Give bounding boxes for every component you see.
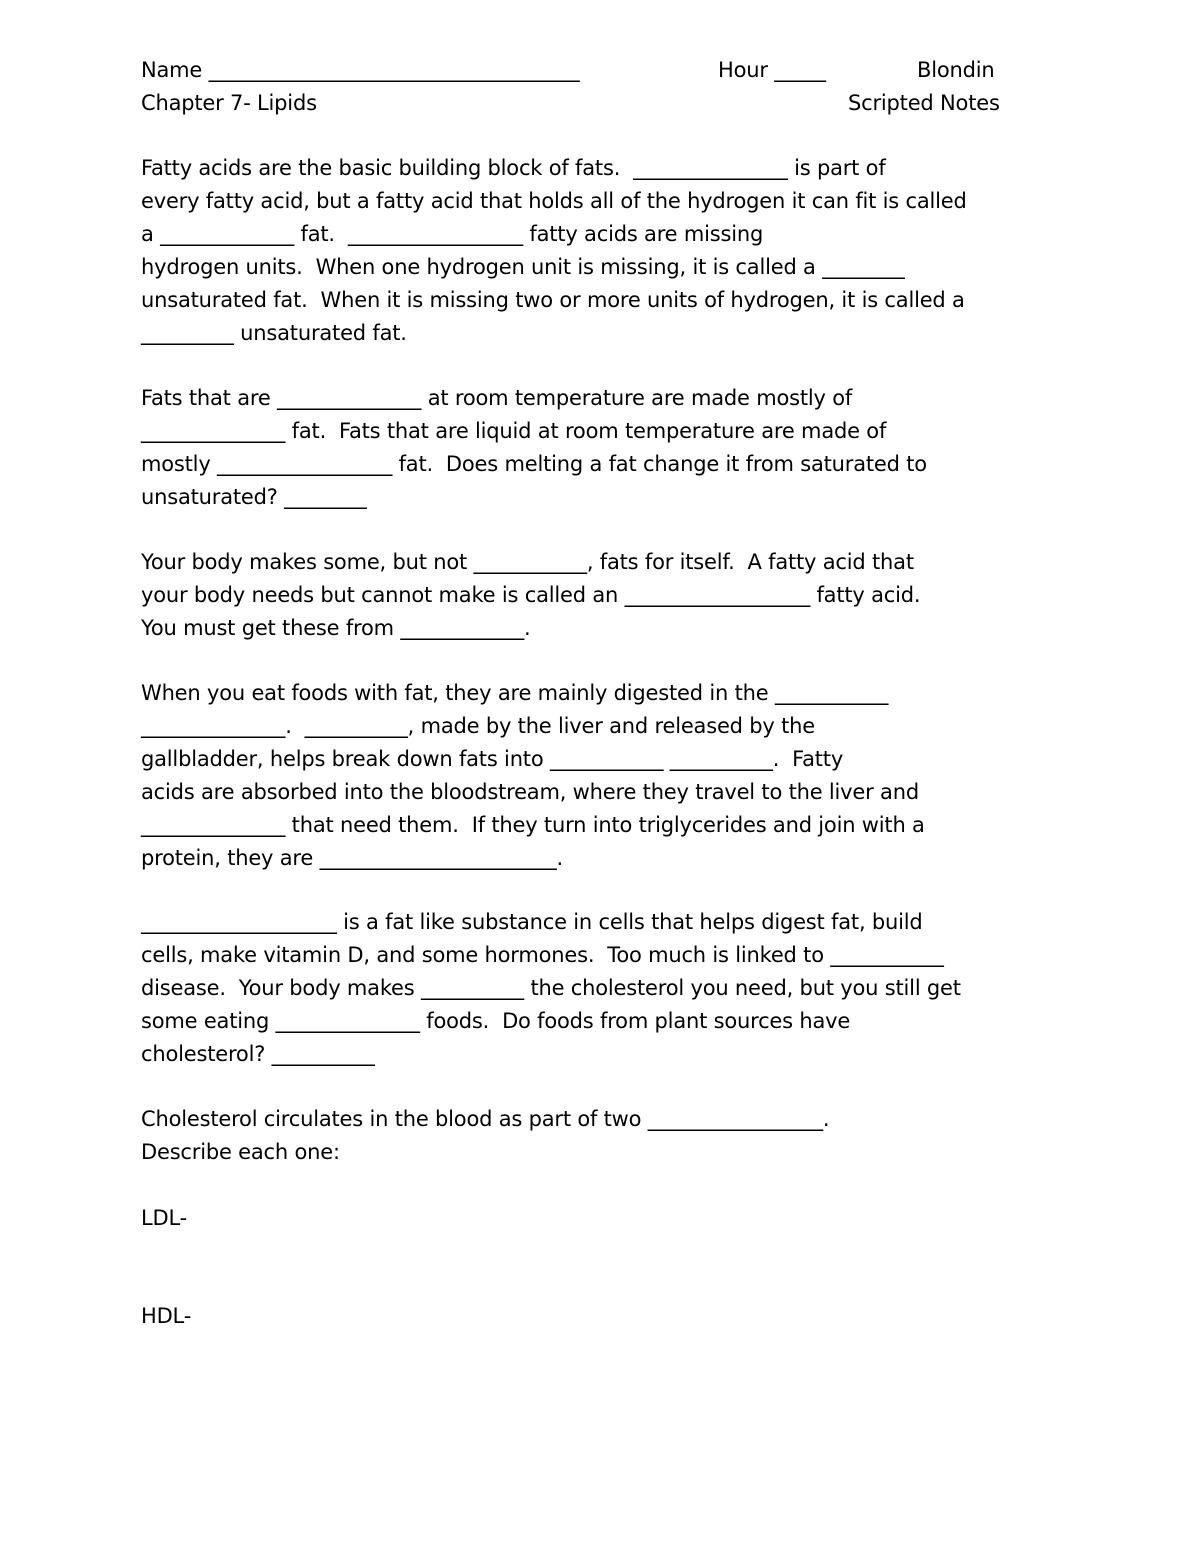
text-line: gallbladder, helps break down fats into ___________ __________. Fatty xyxy=(141,747,844,771)
text-line: _________ unsaturated fat. xyxy=(141,321,407,345)
text-line: ___________________ is a fat like substance in cells that helps digest fat, build xyxy=(141,910,923,934)
text-line: Fatty acids are the basic building block of fats. _______________ is part of xyxy=(141,156,886,180)
text-line: When you eat foods with fat, they are mainly digested in the ___________ xyxy=(141,681,889,705)
text-line: a _____________ fat. _________________ fatty acids are missing xyxy=(141,222,764,246)
text-line: unsaturated fat. When it is missing two or more units of hydrogen, it is called a xyxy=(141,288,965,312)
text-line: mostly _________________ fat. Does melting a fat change it from saturated to xyxy=(141,452,927,476)
chapter-title: Chapter 7- Lipids xyxy=(141,91,317,115)
text-line: ______________ fat. Fats that are liquid at room temperature are made of xyxy=(141,419,887,443)
text-line: acids are absorbed into the bloodstream, where they travel to the liver and xyxy=(141,780,919,804)
text-line: disease. Your body makes __________ the cholesterol you need, but you still get xyxy=(141,976,961,1000)
text-line: protein, they are _______________________. xyxy=(141,846,563,870)
document-type: Scripted Notes xyxy=(848,91,1000,115)
name-field[interactable]: Name ____________________________________ xyxy=(141,58,580,82)
text-line: every fatty acid, but a fatty acid that holds all of the hydrogen it can fit is called xyxy=(141,189,967,213)
text-line: ______________ that need them. If they turn into triglycerides and join with a xyxy=(141,813,925,837)
text-line: Cholesterol circulates in the blood as part of two _________________. xyxy=(141,1107,830,1131)
text-line: ______________. __________, made by the liver and released by the xyxy=(141,714,815,738)
teacher-name: Blondin xyxy=(917,58,995,82)
text-line: Your body makes some, but not ___________, fats for itself. A fatty acid that xyxy=(141,550,914,574)
text-line: cholesterol? __________ xyxy=(141,1042,375,1066)
text-line: cells, make vitamin D, and some hormones. Too much is linked to ___________ xyxy=(141,943,944,967)
hour-field[interactable]: Hour _____ xyxy=(718,58,826,82)
text-line: Fats that are ______________ at room temperature are made mostly of xyxy=(141,386,853,410)
text-line: You must get these from ____________. xyxy=(141,616,531,640)
text-line: your body needs but cannot make is called an __________________ fatty acid. xyxy=(141,583,921,607)
hdl-label: HDL- xyxy=(141,1304,192,1328)
text-line: some eating ______________ foods. Do foods from plant sources have xyxy=(141,1009,851,1033)
text-line: unsaturated? ________ xyxy=(141,485,367,509)
text-line: hydrogen units. When one hydrogen unit is missing, it is called a ________ xyxy=(141,255,905,279)
ldl-label: LDL- xyxy=(141,1206,187,1230)
text-line: Describe each one: xyxy=(141,1140,340,1164)
